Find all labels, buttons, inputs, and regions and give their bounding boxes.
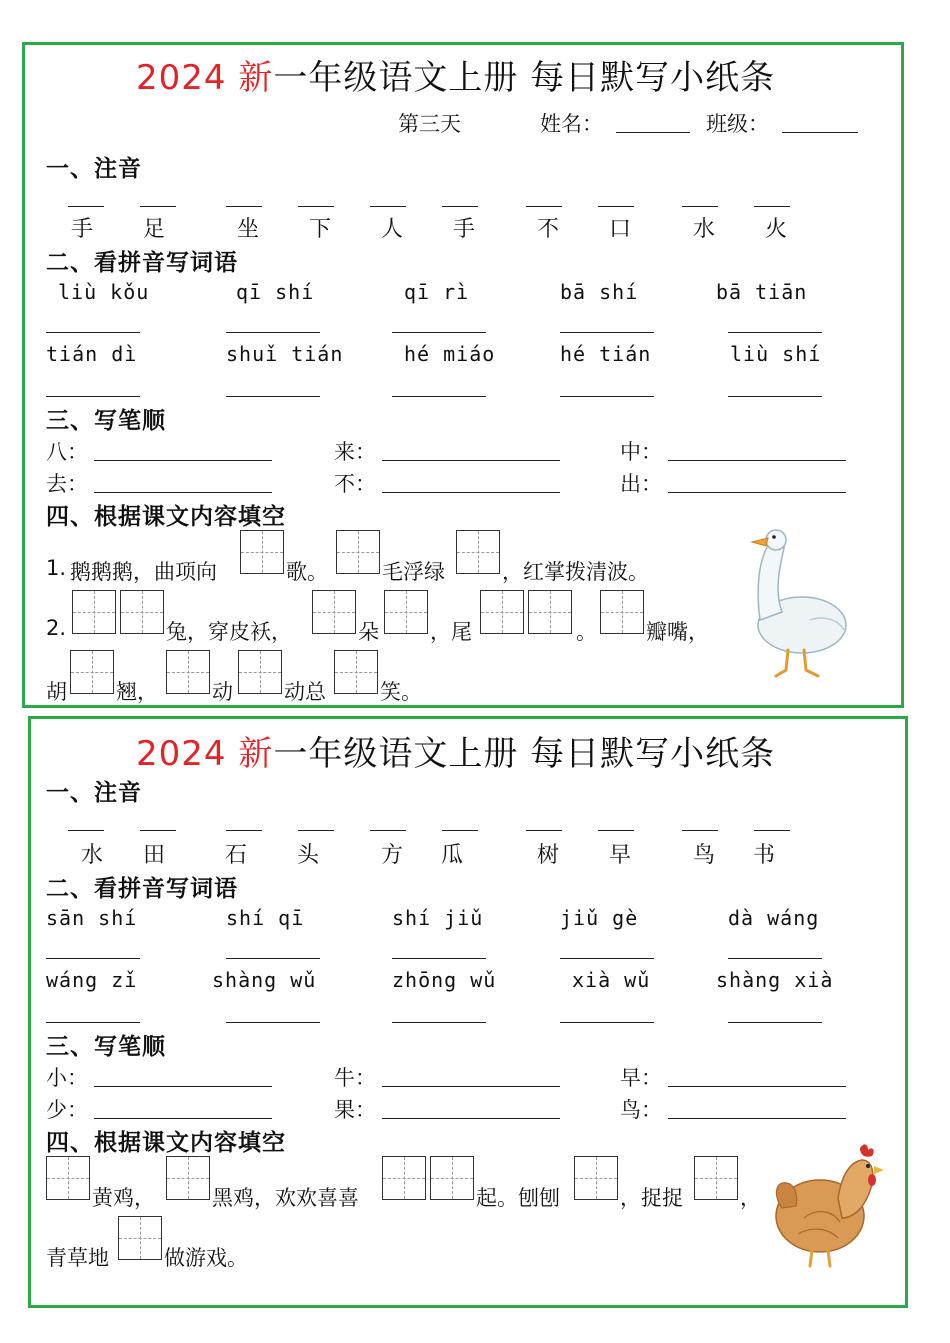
fill-text: 翘， [116, 680, 158, 704]
stroke-label: 果： [334, 1098, 376, 1122]
hen-illustration [768, 1138, 888, 1270]
stroke-label: 八： [46, 440, 88, 464]
title-text: 一年级语文上册 每日默写小纸条 [273, 58, 776, 98]
pinyin-word: shí qī [226, 906, 305, 930]
pinyin-blank[interactable] [526, 206, 562, 207]
stroke-blank[interactable] [94, 1086, 272, 1087]
fill-text: 胡 [46, 680, 67, 704]
fill-text: 兔，穿皮袄， [166, 620, 292, 644]
pinyin-blank[interactable] [442, 830, 478, 831]
tianzige-box[interactable] [382, 1156, 426, 1200]
title-new: 新 [238, 58, 274, 98]
hanzi-char: 口 [608, 217, 631, 242]
sec4-heading: 四、根据课文内容填空 [46, 1130, 286, 1156]
pinyin-blank[interactable] [682, 830, 718, 831]
pinyin-blank[interactable] [226, 206, 262, 207]
hanzi-char: 石 [224, 843, 247, 868]
sheet2-title [136, 726, 775, 775]
stroke-blank[interactable] [382, 1118, 560, 1119]
stroke-label: 中： [620, 440, 662, 464]
pinyin-word: liù kǒu [58, 280, 150, 304]
hanzi-char: 下 [308, 217, 331, 242]
answer-blank[interactable] [728, 958, 822, 959]
tianzige-box[interactable] [480, 590, 524, 634]
pinyin-word: hé tián [560, 342, 652, 366]
answer-blank[interactable] [226, 332, 320, 333]
stroke-label: 鸟： [620, 1098, 662, 1122]
fill-text: 动总 [284, 680, 326, 704]
class-label: 班级： [706, 112, 769, 136]
stroke-blank[interactable] [94, 1118, 272, 1119]
tianzige-box[interactable] [574, 1156, 618, 1200]
answer-blank[interactable] [46, 332, 140, 333]
tianzige-box[interactable] [384, 590, 428, 634]
fill-text: 黑鸡，欢欢喜喜 [212, 1186, 359, 1210]
fill-text: ，红掌拨清波。 [502, 560, 649, 584]
sec2-heading: 二、看拼音写词语 [46, 250, 238, 276]
pinyin-word: qī shí [236, 280, 315, 304]
answer-blank[interactable] [46, 958, 140, 959]
stroke-blank[interactable] [94, 492, 272, 493]
pinyin-blank[interactable] [298, 830, 334, 831]
pinyin-word: jiǔ gè [560, 906, 639, 930]
pinyin-blank[interactable] [682, 206, 718, 207]
pinyin-word: hé miáo [404, 342, 496, 366]
stroke-blank[interactable] [668, 1086, 846, 1087]
hanzi-char: 树 [536, 843, 559, 868]
pinyin-word: shí jiǔ [392, 906, 484, 930]
sec3-heading: 三、写笔顺 [46, 408, 166, 434]
pinyin-word: shàng wǔ [212, 968, 317, 992]
tianzige-box[interactable] [46, 1156, 90, 1200]
answer-blank[interactable] [392, 958, 486, 959]
answer-blank[interactable] [560, 332, 654, 333]
fill-text: 做游戏。 [164, 1246, 248, 1270]
fill-text: 鹅鹅鹅，曲项向 [70, 560, 217, 584]
tianzige-box[interactable] [118, 1216, 162, 1260]
tianzige-box[interactable] [120, 590, 164, 634]
pinyin-word: bā shí [560, 280, 639, 304]
answer-blank[interactable] [392, 332, 486, 333]
pinyin-word: bā tiān [716, 280, 808, 304]
hanzi-char: 手 [452, 217, 475, 242]
tianzige-box[interactable] [334, 650, 378, 694]
stroke-label: 早： [620, 1066, 662, 1090]
fill-text: 毛浮绿 [382, 560, 445, 584]
tianzige-box[interactable] [238, 650, 282, 694]
stroke-blank[interactable] [668, 492, 846, 493]
answer-blank[interactable] [46, 1022, 140, 1023]
hanzi-char: 头 [296, 843, 319, 868]
answer-blank[interactable] [728, 1022, 822, 1023]
pinyin-word: wáng zǐ [46, 968, 138, 992]
fill-text: 朵 [358, 620, 379, 644]
hanzi-char: 足 [142, 217, 165, 242]
fill-text: 歌。 [286, 560, 328, 584]
pinyin-blank[interactable] [226, 830, 262, 831]
stroke-label: 出： [620, 472, 662, 496]
answer-blank[interactable] [560, 1022, 654, 1023]
pinyin-blank[interactable] [68, 206, 104, 207]
title-text: 一年级语文上册 每日默写小纸条 [273, 734, 776, 774]
pinyin-word: shuǐ tián [226, 342, 344, 366]
sheet1-title [136, 50, 775, 99]
answer-blank[interactable] [46, 396, 140, 397]
stroke-label: 小： [46, 1066, 88, 1090]
answer-blank[interactable] [560, 958, 654, 959]
sec2-heading: 二、看拼音写词语 [46, 876, 238, 902]
hanzi-char: 人 [380, 217, 403, 242]
fill-number: 1. [46, 556, 67, 580]
fill-text: 笑。 [380, 680, 422, 704]
stroke-blank[interactable] [668, 460, 846, 461]
answer-blank[interactable] [560, 396, 654, 397]
hanzi-char: 水 [692, 217, 715, 242]
fill-text: 黄鸡， [92, 1186, 155, 1210]
hanzi-char: 水 [80, 843, 103, 868]
tianzige-box[interactable] [600, 590, 644, 634]
pinyin-blank[interactable] [754, 206, 790, 207]
pinyin-word: qī rì [404, 280, 470, 304]
hanzi-char: 书 [752, 843, 775, 868]
answer-blank[interactable] [392, 396, 486, 397]
pinyin-word: zhōng wǔ [392, 968, 497, 992]
answer-blank[interactable] [226, 396, 320, 397]
fill-text: 动 [212, 680, 233, 704]
tianzige-box[interactable] [240, 530, 284, 574]
fill-text: 瓣嘴， [646, 620, 709, 644]
pinyin-word: tián dì [46, 342, 138, 366]
hanzi-char: 瓜 [440, 843, 463, 868]
title-year: 2024 [136, 58, 227, 98]
sec3-heading: 三、写笔顺 [46, 1034, 166, 1060]
stroke-label: 不： [334, 472, 376, 496]
stroke-blank[interactable] [382, 492, 560, 493]
tianzige-box[interactable] [336, 530, 380, 574]
day-label: 第三天 [398, 112, 461, 136]
name-label: 姓名： [540, 112, 603, 136]
sec1-heading: 一、注音 [46, 780, 142, 806]
stroke-label: 牛： [334, 1066, 376, 1090]
stroke-blank[interactable] [94, 460, 272, 461]
fill-number: 2. [46, 616, 67, 640]
title-year: 2024 [136, 734, 227, 774]
name-blank[interactable] [616, 132, 690, 133]
stroke-label: 来： [334, 440, 376, 464]
stroke-blank[interactable] [382, 460, 560, 461]
tianzige-box[interactable] [72, 590, 116, 634]
answer-blank[interactable] [728, 396, 822, 397]
pinyin-blank[interactable] [68, 830, 104, 831]
pinyin-blank[interactable] [298, 206, 334, 207]
answer-blank[interactable] [226, 1022, 320, 1023]
fill-text: ，捉捉 [620, 1186, 683, 1210]
hanzi-char: 方 [380, 843, 403, 868]
goose-illustration [730, 520, 860, 690]
pinyin-word: shàng xià [716, 968, 834, 992]
fill-text: ，尾 [430, 620, 472, 644]
fill-text: 起。刨刨 [476, 1186, 560, 1210]
hanzi-char: 不 [536, 217, 559, 242]
fill-text: 。 [576, 620, 597, 644]
hanzi-char: 坐 [236, 217, 259, 242]
answer-blank[interactable] [226, 958, 320, 959]
tianzige-box[interactable] [70, 650, 114, 694]
stroke-blank[interactable] [382, 1086, 560, 1087]
pinyin-word: dà wáng [728, 906, 820, 930]
hanzi-char: 手 [70, 217, 93, 242]
pinyin-blank[interactable] [754, 830, 790, 831]
fill-text: 青草地 [46, 1246, 109, 1270]
tianzige-box[interactable] [312, 590, 356, 634]
pinyin-word: sān shí [46, 906, 138, 930]
pinyin-blank[interactable] [526, 830, 562, 831]
stroke-label: 去： [46, 472, 88, 496]
tianzige-box[interactable] [528, 590, 572, 634]
sec1-heading: 一、注音 [46, 156, 142, 182]
tianzige-box[interactable] [694, 1156, 738, 1200]
pinyin-blank[interactable] [370, 830, 406, 831]
pinyin-blank[interactable] [140, 206, 176, 207]
pinyin-blank[interactable] [598, 206, 634, 207]
hanzi-char: 鸟 [692, 843, 715, 868]
tianzige-box[interactable] [430, 1156, 474, 1200]
answer-blank[interactable] [392, 1022, 486, 1023]
pinyin-blank[interactable] [370, 206, 406, 207]
pinyin-blank[interactable] [140, 830, 176, 831]
title-new: 新 [238, 734, 274, 774]
sec4-heading: 四、根据课文内容填空 [46, 504, 286, 530]
pinyin-blank[interactable] [598, 830, 634, 831]
tianzige-box[interactable] [456, 530, 500, 574]
stroke-blank[interactable] [668, 1118, 846, 1119]
pinyin-blank[interactable] [442, 206, 478, 207]
tianzige-box[interactable] [166, 650, 210, 694]
fill-text: ， [740, 1186, 761, 1210]
class-blank[interactable] [782, 132, 858, 133]
stroke-label: 少： [46, 1098, 88, 1122]
pinyin-word: liù shí [730, 342, 822, 366]
hanzi-char: 火 [764, 217, 787, 242]
pinyin-word: xià wǔ [572, 968, 651, 992]
tianzige-box[interactable] [166, 1156, 210, 1200]
hanzi-char: 早 [608, 843, 631, 868]
answer-blank[interactable] [728, 332, 822, 333]
hanzi-char: 田 [142, 843, 165, 868]
